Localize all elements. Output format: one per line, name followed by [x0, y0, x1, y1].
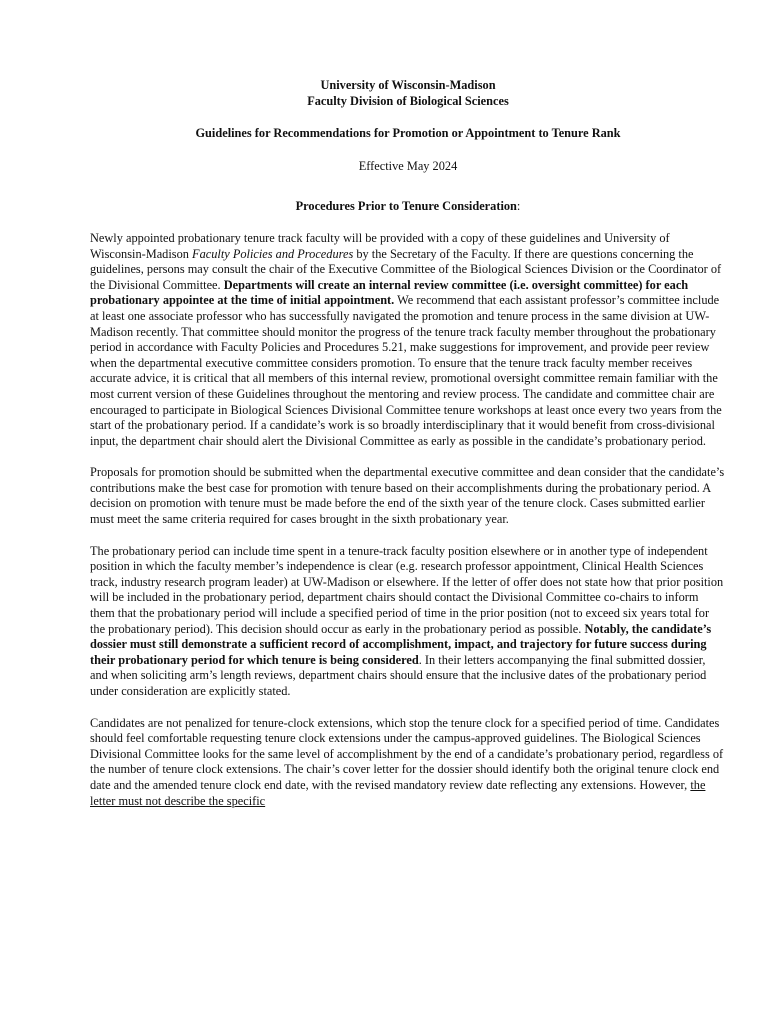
section-heading-colon: : — [516, 199, 521, 214]
p3-text-1: The probationary period can include time spent in a tenure-track faculty position elsewhere or in another type of independent position in which the faculty member’s independence is clear (e.g. research professor appointment, Clinical Health Sciences track, industry research program leader) at UW-Madison or elsewhere. If the letter of offer does not state how that prior position will be included in the probationary period, department chairs should contact the Divisional Committee co-chairs to inform them that the probationary period will include a specified period of time in the prior position (not to exceed six years total for the probationary period). This decision should occur as early in the probationary period as possible. — [90, 543, 724, 636]
university-name: University of Wisconsin-Madison — [320, 78, 496, 92]
p3-bold-notice: Notably, the candidate’s dossier must still demonstrate a sufficient record of accomplishment, impact, and trajectory for future success during their probationary period for which tenure is being considered — [90, 621, 712, 667]
paragraph-probationary-period — [90, 544, 726, 700]
p1-text-1: Newly appointed probationary tenure track faculty will be provided with a copy of these guidelines and University of Wisconsin-Madison — [90, 230, 670, 261]
division-name: Faculty Division of Biological Sciences — [307, 93, 509, 108]
paragraph-oversight-committee — [90, 231, 726, 449]
section-heading-text: Procedures Prior to Tenure Consideration — [295, 199, 517, 214]
p3-text-2: . In their letters accompanying the final submitted dossier, and when soliciting arm’s length reviews, department chairs should ensure that the inclusive dates of the probationary period under consideration are explicitly stated. — [90, 652, 707, 698]
document-header — [90, 78, 726, 109]
p1-italic-title: Faculty Policies and Procedures — [192, 246, 354, 261]
p1-text-3: We recommend that each assistant professor’s committee include at least one associate professor who has successfully navigated the promotion and tenure process in the same division at UW-Madison recently. That committee should monitor the progress of the tenure track faculty member throughout the probationary period in accordance with Faculty Policies and Procedures 5.21, make suggestions for improvement, and provide peer review when the departmental executive committee considers promotion. To ensure that the tenure track faculty member receives accurate advice, it is critical that all members of this internal review, promotional oversight committee remain familiar with the most current version of these Guidelines throughout the mentoring and review process. The candidate and committee chair are encouraged to participate in Biological Sciences Divisional Committee tenure workshops at least once every two years from the start of the probationary period. If a candidate’s work is so broadly interdisciplinary that it would benefit from cross-divisional input, the department chair should alert the Divisional Committee as early as possible in the candidate’s probationary period. — [90, 293, 722, 448]
effective-date: Effective May 2024 — [358, 158, 458, 173]
p1-text-2: by the Secretary of the Faculty. If there are questions concerning the guidelines, persons may consult the chair of the Executive Committee of the Biological Sciences Division or the Coordinator of the Divisional Committee. — [90, 246, 722, 292]
p4-underlined-text: the letter must not describe the specific — [90, 777, 706, 808]
p1-bold-requirement: Departments will create an internal review committee (i.e. oversight committee) for each probationary appointee at the time of initial appointment. — [90, 277, 689, 308]
document-title: Guidelines for Recommendations for Promotion or Appointment to Tenure Rank — [195, 126, 621, 141]
p4-text-1: Candidates are not penalized for tenure-clock extensions, which stop the tenure clock for a specified period of time. Candidates should feel comfortable requesting tenure clock extensions under the campus-approved guidelines. The Biological Sciences Divisional Committee looks for the same level of accomplishment by the end of a candidate’s probationary period, regardless of the number of tenure clock extensions. The chair’s cover letter for the dossier should identify both the original tenure clock end date and the amended tenure clock end date, with the revised mandatory review date reflecting any extensions. However, — [90, 715, 724, 792]
document-page — [90, 78, 726, 809]
paragraph-tenure-clock-extensions — [90, 716, 726, 810]
section-heading — [90, 199, 726, 215]
paragraph-proposals: Proposals for promotion should be submitted when the departmental executive committee and dean consider that the candidate’s contributions make the best case for promotion with tenure based on their accomplishments during the probationary period. A decision on promotion with tenure must be made before the end of the sixth year of the tenure clock. Cases submitted earlier must meet the same criteria required for cases brought in the sixth probationary year. — [90, 465, 725, 527]
